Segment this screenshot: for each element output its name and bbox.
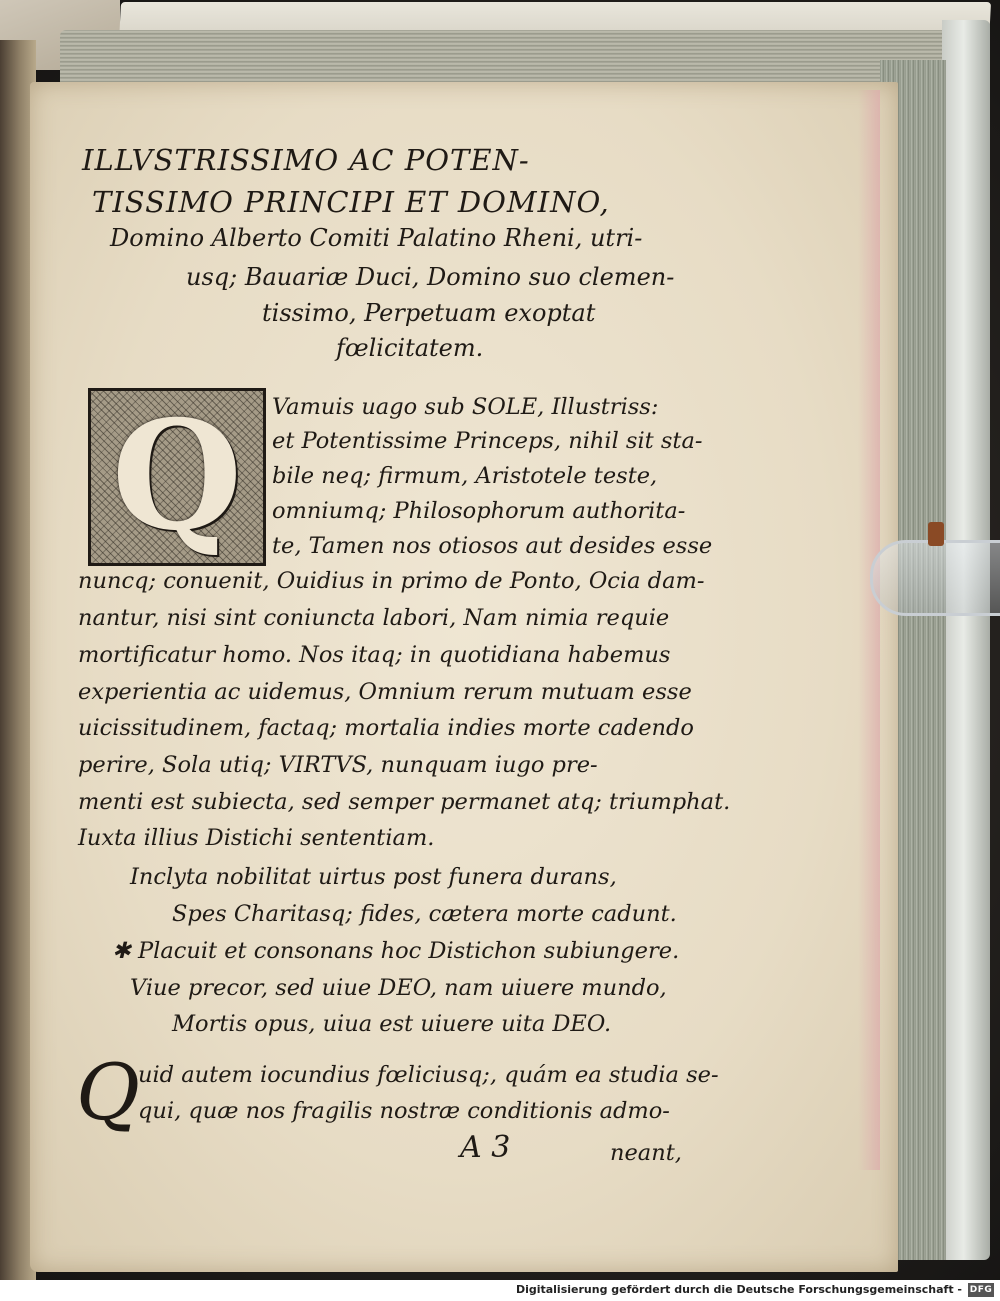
body-line-3: bile neq; firmum, Aristotele teste, <box>272 463 658 489</box>
verse-line-4: Viue precor, sed uiue DEO, nam uiuere mundo, <box>130 975 667 1001</box>
verse-line-2: Spes Charitasq; fides, cætera morte cadunt. <box>172 901 677 927</box>
body-line-4: omniumq; Philosophorum authorita- <box>272 498 686 524</box>
body-line-1: Vamuis uago sub SOLE, Illustriss: <box>272 394 659 420</box>
body-line-8: mortificatur homo. Nos itaq; in quotidiana habemus <box>78 642 671 668</box>
body-line-5: te, Tamen nos otiosos aut desides esse <box>272 533 713 559</box>
body-line-7: nantur, nisi sint coniuncta labori, Nam nimia requie <box>78 605 670 631</box>
body-line-2: et Potentissime Princeps, nihil sit sta- <box>272 428 703 454</box>
book-cover-right <box>942 20 990 1260</box>
verse-line-1: Inclyta nobilitat uirtus post funera durans, <box>130 864 617 890</box>
dfg-logo: DFG <box>969 1285 993 1295</box>
decorated-initial-letter: Q <box>111 388 243 564</box>
page-edges-top <box>60 30 960 85</box>
closing-line-1: uid autem iocundius fœliciusq;, quám ea studia se- <box>138 1062 719 1088</box>
signature-mark: A 3 <box>460 1130 511 1165</box>
page-clip-tab <box>928 522 944 546</box>
dedication-line-3: tissimo, Perpetuam exoptat <box>262 299 596 327</box>
body-line-10: uicissitudinem, factaq; mortalia indies morte cadendo <box>78 715 694 741</box>
verse-line-5: Mortis opus, uiua est uiuere uita DEO. <box>172 1011 612 1037</box>
footer-credit: Digitalisierung gefördert durch die Deutsche Forschungsgemeinschaft - <box>515 1283 962 1296</box>
page-pink-edge <box>858 90 880 1170</box>
closing-initial: Q <box>76 1048 140 1138</box>
page-clip <box>870 540 1000 616</box>
body-line-9: experientia ac uidemus, Omnium rerum mutuam esse <box>78 679 692 705</box>
dedication-line-1: Domino Alberto Comiti Palatino Rheni, utri- <box>110 224 643 252</box>
body-line-6: nuncq; conuenit, Ouidius in primo de Ponto, Ocia dam- <box>78 568 705 594</box>
book-page <box>30 82 898 1272</box>
closing-line-2: qui, quæ nos fragilis nostræ conditionis admo- <box>138 1098 670 1124</box>
body-line-13: Iuxta illius Distichi sententiam. <box>78 825 435 851</box>
footer-bar <box>0 1280 1000 1301</box>
verse-line-3: ✱ Placuit et consonans hoc Distichon subiungere. <box>112 938 680 964</box>
dedication-line-4: fœlicitatem. <box>336 334 484 362</box>
heading-line-1: ILLVSTRISSIMO AC POTEN- <box>82 143 530 177</box>
body-line-12: menti est subiecta, sed semper permanet atq; triumphat. <box>78 789 731 815</box>
catchword: neant, <box>610 1140 682 1166</box>
body-line-11: perire, Sola utiq; VIRTVS, nunquam iugo pre- <box>78 752 598 778</box>
dedication-line-2: usq; Bauariæ Duci, Domino suo clemen- <box>186 263 675 291</box>
decorated-initial <box>88 388 266 566</box>
heading-line-2: TISSIMO PRINCIPI ET DOMINO, <box>92 185 610 219</box>
